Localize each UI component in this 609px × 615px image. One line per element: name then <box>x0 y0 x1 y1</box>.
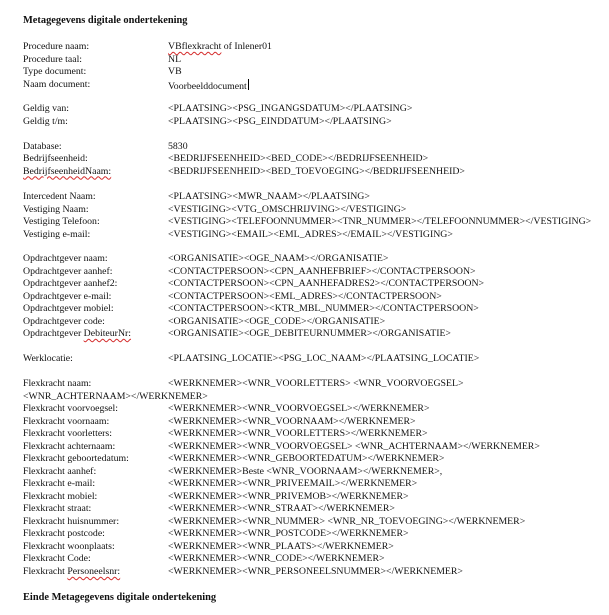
field-label: Flexkracht naam: <box>23 378 92 389</box>
misspelled-word: Personeelsnr: <box>67 566 121 577</box>
field-value[interactable]: <WERKNEMER><WNR_NUMMER> <WNR_NR_TOEVOEGING></WERKNEMER> <box>168 515 526 527</box>
field-label: Vestiging e-mail: <box>23 228 91 240</box>
field-value[interactable]: <BEDRIJFSEENHEID><BED_CODE></BEDRIJFSEENHEID> <box>168 153 429 164</box>
misspelled-word: DebiteurNr: <box>83 328 132 339</box>
field-value[interactable]: <WERKNEMER><WNR_VOORLETTERS></WERKNEMER> <box>168 428 428 439</box>
field-value[interactable]: <WERKNEMER><WNR_VOORVOEGSEL></WERKNEMER> <box>168 403 430 414</box>
field-value[interactable]: <WERKNEMER><WNR_POSTCODE></WERKNEMER> <box>168 528 409 539</box>
field-value[interactable]: <ORGANISATIE><OGE_DEBITEURNUMMER></ORGANISATIE> <box>168 328 451 339</box>
field-value[interactable]: <ORGANISATIE><OGE_CODE></ORGANISATIE> <box>168 315 386 327</box>
field-label: Flexkracht voorletters: <box>23 428 112 439</box>
field-label: Flexkracht woonplaats: <box>23 540 115 552</box>
field-label: Procedure naam: <box>23 41 90 52</box>
field-value[interactable]: <WERKNEMER><WNR_CODE></WERKNEMER> <box>168 553 385 564</box>
field-label: Flexkracht Code: <box>23 553 91 564</box>
field-value[interactable]: 5830 <box>168 140 188 152</box>
field-label: Flexkracht mobiel: <box>23 490 98 502</box>
worker-name-wrap[interactable]: <WNR_ACHTERNAAM></WERKNEMER> <box>23 390 208 402</box>
field-label: Opdrachtgever code: <box>23 315 105 327</box>
field-label: Opdrachtgever e-mail: <box>23 290 112 302</box>
field-label: Opdrachtgever naam: <box>23 253 108 264</box>
field-value[interactable]: VBflexkracht of Inlener01 <box>168 41 272 52</box>
field-label: Naam document: <box>23 78 91 90</box>
field-value[interactable]: <PLAATSING><MWR_NAAM></PLAATSING> <box>168 191 370 202</box>
field-value[interactable]: <WERKNEMER><WNR_GEBOORTEDATUM></WERKNEMER> <box>168 453 445 464</box>
field-value[interactable]: <WERKNEMER><WNR_PRIVEMOB></WERKNEMER> <box>168 490 409 502</box>
field-value[interactable]: <VESTIGING><TELEFOONNUMMER><TNR_NUMMER></TELEFOONNUMMER></VESTIGING> <box>168 216 592 227</box>
field-value[interactable]: <WERKNEMER><WNR_PRIVEEMAIL></WERKNEMER> <box>168 478 418 489</box>
field-value[interactable]: <WERKNEMER><WNR_VOORNAAM></WERKNEMER> <box>168 415 416 427</box>
document-end-title: Einde Metagegevens digitale ondertekening <box>23 592 217 603</box>
field-label: Flexkracht voornaam: <box>23 415 110 427</box>
field-label: Flexkracht aanhef: <box>23 465 97 477</box>
field-label: Opdrachtgever aanhef2: <box>23 278 118 289</box>
field-label: Opdrachtgever DebiteurNr: <box>23 328 132 339</box>
field-label: Flexkracht voorvoegsel: <box>23 403 118 414</box>
field-label: Type document: <box>23 66 87 77</box>
field-label: Werklocatie: <box>23 352 73 364</box>
field-label: Flexkracht geboortedatum: <box>23 453 129 464</box>
document-title: Metagegevens digitale ondertekening <box>23 15 188 26</box>
text-cursor <box>248 79 249 90</box>
field-value[interactable]: <CONTACTPERSOON><EML_ADRES></CONTACTPERSOON> <box>168 290 442 302</box>
field-label: Opdrachtgever mobiel: <box>23 303 114 314</box>
field-value[interactable]: <VESTIGING><EMAIL><EML_ADRES></EMAIL></VESTIGING> <box>168 228 453 240</box>
field-label: BedrijfseenheidNaam: <box>23 165 112 177</box>
field-value[interactable]: <WERKNEMER><WNR_PERSONEELSNUMMER></WERKNEMER> <box>168 566 463 577</box>
field-label: Flexkracht postcode: <box>23 528 105 539</box>
field-value[interactable]: <WERKNEMER><WNR_VOORLETTERS> <WNR_VOORVOEGSEL> <box>168 378 464 389</box>
field-label: Flexkracht Personeelsnr: <box>23 566 121 577</box>
field-label: Flexkracht achternaam: <box>23 440 116 452</box>
field-label: Procedure taal: <box>23 53 83 65</box>
field-value[interactable]: <WERKNEMER>Beste <WNR_VOORNAAM></WERKNEMER>, <box>168 465 443 477</box>
field-label: Intercedent Naam: <box>23 191 96 202</box>
field-label: Vestiging Telefoon: <box>23 216 100 227</box>
field-value[interactable]: <WERKNEMER><WNR_PLAATS></WERKNEMER> <box>168 540 394 552</box>
field-value[interactable]: <ORGANISATIE><OGE_NAAM></ORGANISATIE> <box>168 253 389 264</box>
field-label: Database: <box>23 140 62 152</box>
field-value[interactable]: <CONTACTPERSOON><KTR_MBL_NUMMER></CONTACTPERSOON> <box>168 303 479 314</box>
field-label: Geldig van: <box>23 103 69 114</box>
field-value[interactable]: NL <box>168 53 182 65</box>
field-value[interactable]: VB <box>168 66 182 77</box>
field-value[interactable]: <BEDRIJFSEENHEID><BED_TOEVOEGING></BEDRIJFSEENHEID> <box>168 165 465 177</box>
field-value[interactable]: <WERKNEMER><WNR_STRAAT></WERKNEMER> <box>168 503 395 514</box>
field-value[interactable]: <WERKNEMER><WNR_VOORVOEGSEL> <WNR_ACHTERNAAM></WERKNEMER> <box>168 440 540 452</box>
field-label: Flexkracht e-mail: <box>23 478 96 489</box>
field-label: Geldig t/m: <box>23 115 68 127</box>
misspelled-word[interactable]: VBflexkracht <box>168 41 222 52</box>
field-label: Bedrijfseenheid: <box>23 153 88 164</box>
field-value[interactable]: <CONTACTPERSOON><CPN_AANHEFADRES2></CONTACTPERSOON> <box>168 278 485 289</box>
field-value[interactable]: <VESTIGING><VTG_OMSCHRIJVING></VESTIGING> <box>168 203 407 215</box>
field-label: Flexkracht huisnummer: <box>23 515 120 527</box>
field-value[interactable]: <PLAATSING><PSG_EINDDATUM></PLAATSING> <box>168 115 392 127</box>
field-label: Opdrachtgever aanhef: <box>23 265 113 277</box>
field-label: Vestiging Naam: <box>23 203 89 215</box>
field-value[interactable]: Voorbeelddocument <box>168 80 247 92</box>
field-value[interactable]: <PLAATSING><PSG_INGANGSDATUM></PLAATSING> <box>168 103 413 114</box>
field-value[interactable]: <PLAATSING_LOCATIE><PSG_LOC_NAAM></PLAATSING_LOCATIE> <box>168 352 480 364</box>
field-label: Flexkracht straat: <box>23 503 92 514</box>
field-value[interactable]: <CONTACTPERSOON><CPN_AANHEFBRIEF></CONTACTPERSOON> <box>168 265 476 277</box>
